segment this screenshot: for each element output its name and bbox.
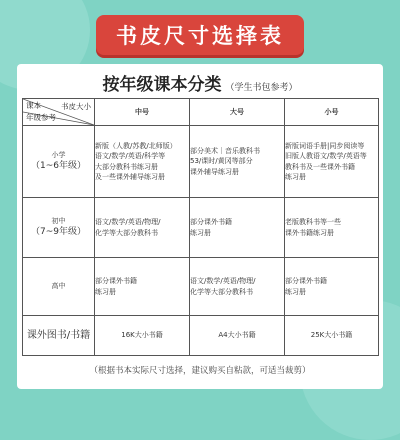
cell-text: 部分课外书籍 <box>190 218 232 227</box>
corner-label-grade: 年级参考 <box>26 113 56 122</box>
cell-text: 课外书籍练习册 <box>285 228 334 237</box>
table-cell <box>190 126 285 198</box>
table-cell <box>285 258 379 316</box>
cell-text: 练习册 <box>190 228 211 237</box>
title-banner <box>96 15 304 55</box>
banner-title: 书皮尺寸选择表 <box>116 24 284 48</box>
cell-text: 化学等大部分教科书 <box>95 228 158 237</box>
cell-text: 老版教科书等一些 <box>285 218 341 227</box>
cell-text: 16K大小书籍 <box>121 331 163 340</box>
heading-subtitle: （学生书包参考） <box>225 83 298 93</box>
table-heading <box>17 70 383 96</box>
table-row-primary <box>23 126 379 198</box>
table-row-middle-school <box>23 198 379 258</box>
row-header-middle-school <box>23 198 95 258</box>
cell-text: 53/课时/黄冈等部分 <box>190 157 253 166</box>
cell-text: 部分课外书籍 <box>285 277 327 286</box>
cell-text: 教科书及一些课外书籍 <box>285 162 355 171</box>
cell-text: 新版（人教/苏教/北师版） <box>95 142 177 151</box>
cell-text: 化学等大部分教科书 <box>190 287 253 296</box>
cell-text: 及一些课外辅导练习册 <box>95 172 165 181</box>
table-cell <box>285 126 379 198</box>
cell-text: 大部分教科书练习册 <box>95 162 158 171</box>
table-row-high-school <box>23 258 379 316</box>
table-cell <box>95 258 190 316</box>
row-header-extracurricular <box>23 316 95 356</box>
cell-text: 25K大小书籍 <box>310 331 353 340</box>
corner-label-textbook: 课本 <box>26 101 41 110</box>
table-header-row <box>23 99 379 126</box>
heading-main: 按年级课本分类 <box>102 75 222 95</box>
table-cell <box>285 316 379 356</box>
cell-text: 练习册 <box>95 287 116 296</box>
cell-text: 课外辅导练习册 <box>190 167 239 176</box>
cell-text: 练习册 <box>285 172 306 181</box>
table-corner-cell <box>23 99 95 126</box>
table-cell <box>285 198 379 258</box>
table-row-extracurricular <box>23 316 379 356</box>
column-header-medium: 中号 <box>95 99 190 126</box>
corner-label-cover-size: 书皮大小 <box>61 102 91 111</box>
cell-text: 部分课外书籍 <box>95 277 137 286</box>
row-header-primary <box>23 126 95 198</box>
row-label: 初中 <box>51 216 66 225</box>
row-label: 小学 <box>51 150 66 159</box>
size-table-card <box>17 64 383 389</box>
table-cell <box>190 258 285 316</box>
table-cell <box>95 316 190 356</box>
cell-text: 语文/数学/英语/科学等 <box>95 152 166 161</box>
cell-text: 旧版人教语文/数学/英语等 <box>285 152 367 161</box>
column-header-small: 小号 <box>285 99 379 126</box>
row-sublabel: （1~6年级） <box>31 161 86 171</box>
footnote: （根据书本实际尺寸选择，建议购买自粘款，可适当裁剪） <box>89 366 311 376</box>
size-selection-table <box>22 98 379 356</box>
cell-text: 练习册 <box>285 287 306 296</box>
row-sublabel: （7~9年级） <box>31 227 86 237</box>
cell-text: 语文/数学/英语/物理/ <box>190 277 256 286</box>
table-cell <box>190 316 285 356</box>
row-header-high-school <box>23 258 95 316</box>
table-cell <box>190 198 285 258</box>
cell-text: 语文/数学/英语/物理/ <box>95 218 161 227</box>
cell-text: 新版词语手册|同步阅读等 <box>285 142 365 151</box>
table-cell <box>95 198 190 258</box>
cell-text: 部分美术｜音乐教科书 <box>190 147 260 156</box>
cell-text: A4大小书籍 <box>218 331 256 340</box>
column-header-large: 大号 <box>190 99 285 126</box>
row-label: 课外图书/书籍 <box>26 330 91 341</box>
table-cell <box>95 126 190 198</box>
row-label: 高中 <box>51 282 66 291</box>
